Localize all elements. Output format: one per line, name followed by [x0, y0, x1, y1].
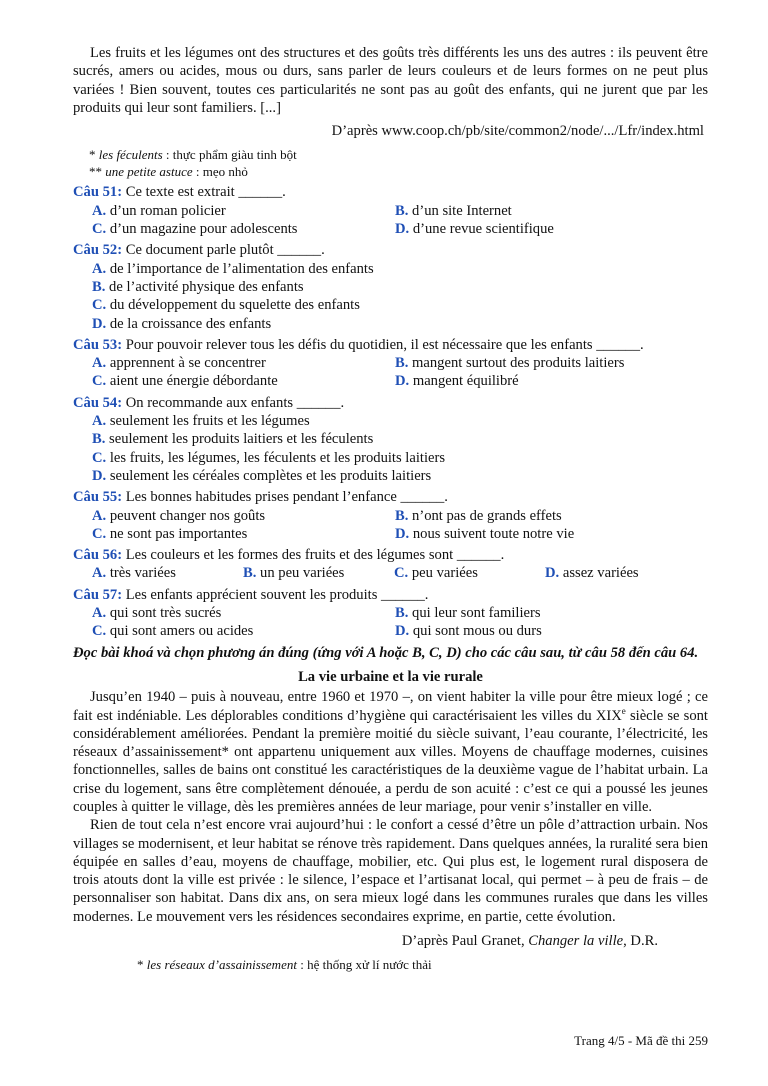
intro-paragraph: Les fruits et les légumes ont des structures et des goûts très différents les uns des autres : ils peuvent être sucrés, amers ou acides, mous ou durs, sans parler de leurs couleurs et de leurs formes on ne peut plus variées ! Bien souvent, toutes ces particularités ne sont pas au goût des enfants, qui ne jurent que par les produits qui leur sont familiers. [...]: [73, 45, 708, 116]
answer-option: D. assez variées: [545, 565, 639, 582]
option-row: [73, 296, 708, 314]
passage-footnote: * les réseaux d’assainissement : hệ thống xử lí nước thải: [137, 957, 432, 973]
question-52: [73, 241, 708, 332]
question-57: [73, 586, 708, 641]
option-row: [73, 315, 708, 333]
answer-option: D. nous suivent toute notre vie: [395, 525, 575, 542]
answer-option: C. ne sont pas importantes: [92, 525, 248, 542]
answer-option: D. mangent équilibré: [395, 373, 519, 390]
question-list: [73, 183, 708, 640]
question-label: Câu 53:: [73, 336, 123, 353]
question-stem: Câu 55: Les bonnes habitudes prises pendant l’enfance ______.: [73, 489, 448, 506]
option-row: [73, 564, 708, 582]
answer-option: A. peuvent changer nos goûts: [92, 507, 266, 524]
answer-option: A. d’un roman policier: [92, 202, 226, 219]
answer-option: B. qui leur sont familiers: [395, 605, 541, 622]
question-stem: Câu 54: On recommande aux enfants ______.: [73, 394, 345, 411]
option-row: [73, 354, 708, 372]
option-row: [73, 278, 708, 296]
glossary-notes: [89, 146, 708, 180]
answer-option: A. qui sont très sucrés: [92, 605, 222, 622]
question-53: [73, 336, 708, 391]
answer-option: B. seulement les produits laitiers et les féculents: [92, 431, 374, 448]
question-label: Câu 52:: [73, 242, 123, 259]
question-stem: Câu 51: Ce texte est extrait ______.: [73, 184, 286, 201]
passage-title: La vie urbaine et la vie rurale: [298, 668, 483, 685]
question-stem: Câu 57: Les enfants apprécient souvent les produits ______.: [73, 586, 429, 603]
question-stem: Câu 56: Les couleurs et les formes des fruits et des légumes sont ______.: [73, 547, 505, 564]
answer-option: C. peu variées: [394, 565, 478, 582]
answer-option: A. apprennent à se concentrer: [92, 355, 266, 372]
question-55: [73, 488, 708, 543]
option-row: [73, 372, 708, 390]
passage-paragraph-1: Jusqu’en 1940 – puis à nouveau, entre 1960 et 1970 –, on vient habiter la ville pour être mieux logé ; ce fait est indéniable. Les déplorables conditions d’hygiène qui caractérisaient les villes du XIXe siècle se sont considérablement améliorées. Pendant la première moitié du siècle suivant, l’eau courante, l’électricité, les réseaux d’assainissement* ont appartenu uniquement aux villes. Moyens de chauffage modernes, cuisines fonctionnelles, salles de bains ont constitué les caractéristiques de la deuxième vague de l’habitat urbain. La crise du logement, sans être complètement dénouée, a perdu de son acuité : c’est ce qui a poussé les jeunes couples à quitter le village, dès les premières années de leur mariage, pour venir s’installer en ville.: [73, 689, 708, 815]
option-row: [73, 412, 708, 430]
question-stem: Câu 53: Pour pouvoir relever tous les défis du quotidien, il est nécessaire que les enfants ______.: [73, 336, 644, 353]
answer-option: C. qui sont amers ou acides: [92, 623, 254, 640]
answer-option: D. de la croissance des enfants: [92, 315, 272, 332]
answer-option: C. d’un magazine pour adolescents: [92, 221, 298, 238]
answer-option: A. très variées: [92, 565, 176, 582]
question-label: Câu 51:: [73, 184, 123, 201]
question-label: Câu 54:: [73, 394, 123, 411]
answer-option: B. n’ont pas de grands effets: [395, 507, 562, 524]
question-label: Câu 55:: [73, 489, 123, 506]
source-citation: D’après www.coop.ch/pb/site/common2/node/.../Lfr/index.html: [331, 123, 704, 140]
answer-option: A. de l’importance de l’alimentation des enfants: [92, 260, 374, 277]
question-54: [73, 394, 708, 485]
note-astuce: ** une petite astuce : mẹo nhỏ: [89, 164, 248, 180]
question-label: Câu 56:: [73, 547, 123, 564]
answer-option: D. seulement les céréales complètes et les produits laitiers: [92, 467, 432, 484]
question-stem: Câu 52: Ce document parle plutôt ______.: [73, 242, 325, 259]
answer-option: D. qui sont mous ou durs: [395, 623, 542, 640]
option-row: [73, 622, 708, 640]
exam-page: [73, 44, 708, 975]
option-row: [73, 449, 708, 467]
answer-option: C. les fruits, les légumes, les féculents et les produits laitiers: [92, 449, 446, 466]
option-row: [73, 202, 708, 220]
option-row: [73, 467, 708, 485]
question-51: [73, 183, 708, 238]
option-row: [73, 260, 708, 278]
answer-option: A. seulement les fruits et les légumes: [92, 413, 310, 430]
question-56: [73, 546, 708, 583]
answer-option: C. du développement du squelette des enfants: [92, 297, 360, 314]
answer-option: B. d’un site Internet: [395, 202, 512, 219]
page-number: Trang 4/5 - Mã đề thi 259: [574, 1033, 708, 1048]
option-row: [73, 430, 708, 448]
answer-option: C. aient une énergie débordante: [92, 373, 278, 390]
answer-option: D. d’une revue scientifique: [395, 221, 554, 238]
passage-paragraph-2: Rien de tout cela n’est encore vrai aujourd’hui : le confort a cessé d’être un pôle d’attraction urbain. Nos villages se modernisent, et leur habitat se rénove très rapidement. Dans quelques années, la ruralité sera bien équipée en salles d’eau, moyens de chauffage, mobilier, etc. Qui plus est, le logement rural disposera de trois atouts dont la ville est privée : le silence, l’espace et l’artisanat local, qui permet – à peu de frais – de personnaliser son habitat. Dans dix ans, on sera mieux logé dans les communes rurales que dans les villes modernes. Le mouvement vers les résidences secondaires exprime, en partie, cette évolution.: [73, 817, 708, 925]
option-row: [73, 507, 708, 525]
passage-source: D’après Paul Granet, Changer la ville, D.R.: [401, 933, 658, 950]
option-row: [73, 220, 708, 238]
answer-option: B. de l’activité physique des enfants: [92, 278, 304, 295]
option-row: [73, 525, 708, 543]
question-label: Câu 57:: [73, 586, 123, 603]
answer-option: B. mangent surtout des produits laitiers: [395, 355, 625, 372]
answer-option: B. un peu variées: [243, 565, 345, 582]
note-feculents: * les féculents : thực phẩm giàu tinh bột: [89, 147, 297, 163]
reading-instruction: Đọc bài khoá và chọn phương án đúng (ứng với A hoặc B, C, D) cho các câu sau, từ câu 58 đến câu 64.: [73, 644, 699, 661]
option-row: [73, 604, 708, 622]
